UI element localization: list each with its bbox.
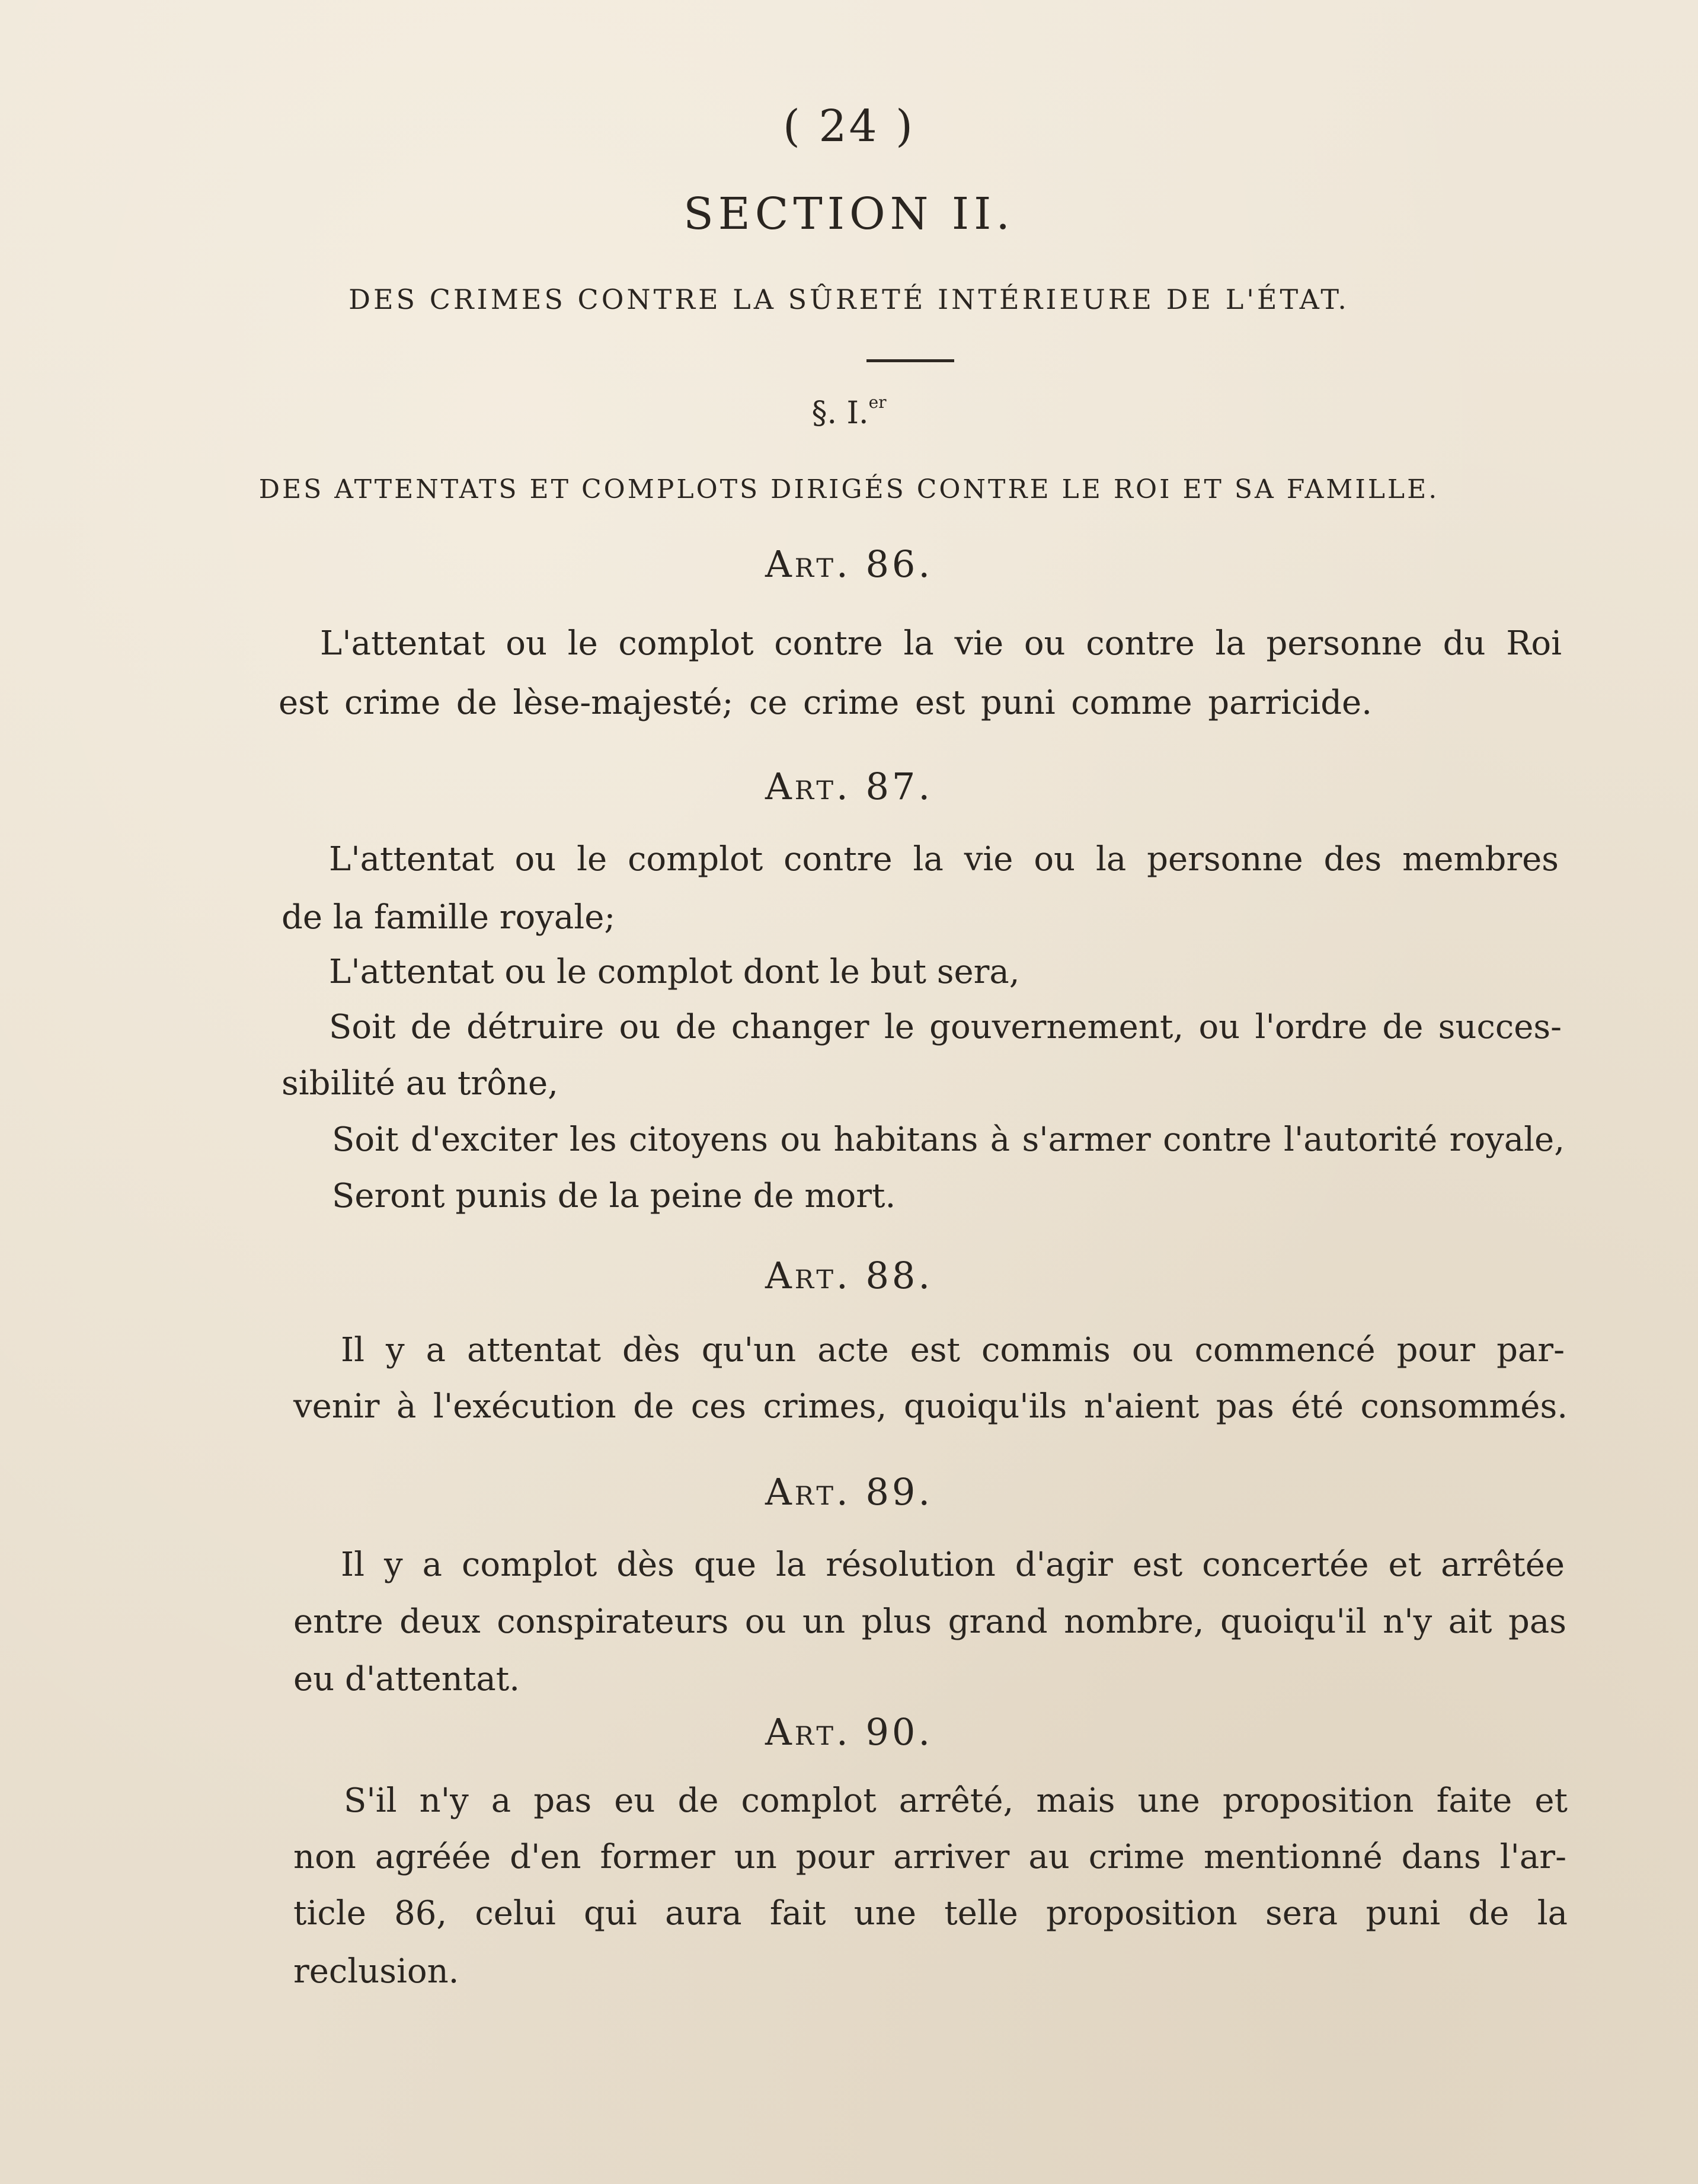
article-line: sibilité au trône, [282, 1064, 558, 1103]
section-subtitle: DES CRIMES CONTRE LA SÛRETÉ INTÉRIEURE DE L'ÉTAT. [348, 283, 1350, 315]
article-heading: Art. 87. [765, 765, 933, 808]
paragraph-mark [0, 392, 1698, 431]
article-line: eu d'attentat. [293, 1660, 520, 1698]
section-title: SECTION II. [683, 189, 1015, 240]
article-line: non agréée d'en former un pour arriver au crime mentionné dans l'ar- [293, 1838, 1566, 1876]
article-line: L'attentat ou le complot contre la vie ou la personne des membres [329, 840, 1559, 879]
article-line: de la famille royale; [282, 898, 616, 937]
article-line: Soit d'exciter les citoyens ou habitans à s'armer contre l'autorité royale, [332, 1120, 1565, 1159]
article-heading: Art. 90. [765, 1710, 933, 1754]
article-line: ticle 86, celui qui aura fait une telle proposition sera puni de la [293, 1894, 1568, 1933]
article-line: venir à l'exécution de ces crimes, quoiqu'ils n'aient pas été consommés. [293, 1387, 1568, 1426]
article-line: reclusion. [293, 1952, 459, 1991]
article-line: Soit de détruire ou de changer le gouvernement, ou l'ordre de succes- [329, 1008, 1562, 1046]
article-line: Seront punis de la peine de mort. [332, 1177, 896, 1215]
article-heading: Art. 86. [765, 542, 933, 586]
article-line: Il y a attentat dès qu'un acte est commis ou commencé pour par- [341, 1331, 1565, 1369]
article-line: L'attentat ou le complot dont le but sera, [329, 953, 1020, 991]
article-line: Il y a complot dès que la résolution d'agir est concertée et arrêtée [341, 1546, 1565, 1584]
paragraph-mark-text: §. I. [811, 395, 869, 431]
article-line: est crime de lèse-majesté; ce crime est puni comme parricide. [279, 684, 1372, 722]
paragraph-title: DES ATTENTATS ET COMPLOTS DIRIGÉS CONTRE LE ROI ET SA FAMILLE. [258, 474, 1440, 505]
paragraph-mark-superscript: er [868, 392, 887, 412]
article-line: entre deux conspirateurs ou un plus grand nombre, quoiqu'il n'y ait pas [293, 1602, 1566, 1641]
article-line: S'il n'y a pas eu de complot arrêté, mais une proposition faite et [344, 1781, 1568, 1820]
page-number: ( 24 ) [783, 101, 915, 152]
divider-rule [866, 359, 954, 362]
article-line: L'attentat ou le complot contre la vie ou contre la personne du Roi [320, 624, 1562, 663]
article-heading: Art. 89. [765, 1470, 933, 1514]
article-heading: Art. 88. [765, 1254, 933, 1297]
